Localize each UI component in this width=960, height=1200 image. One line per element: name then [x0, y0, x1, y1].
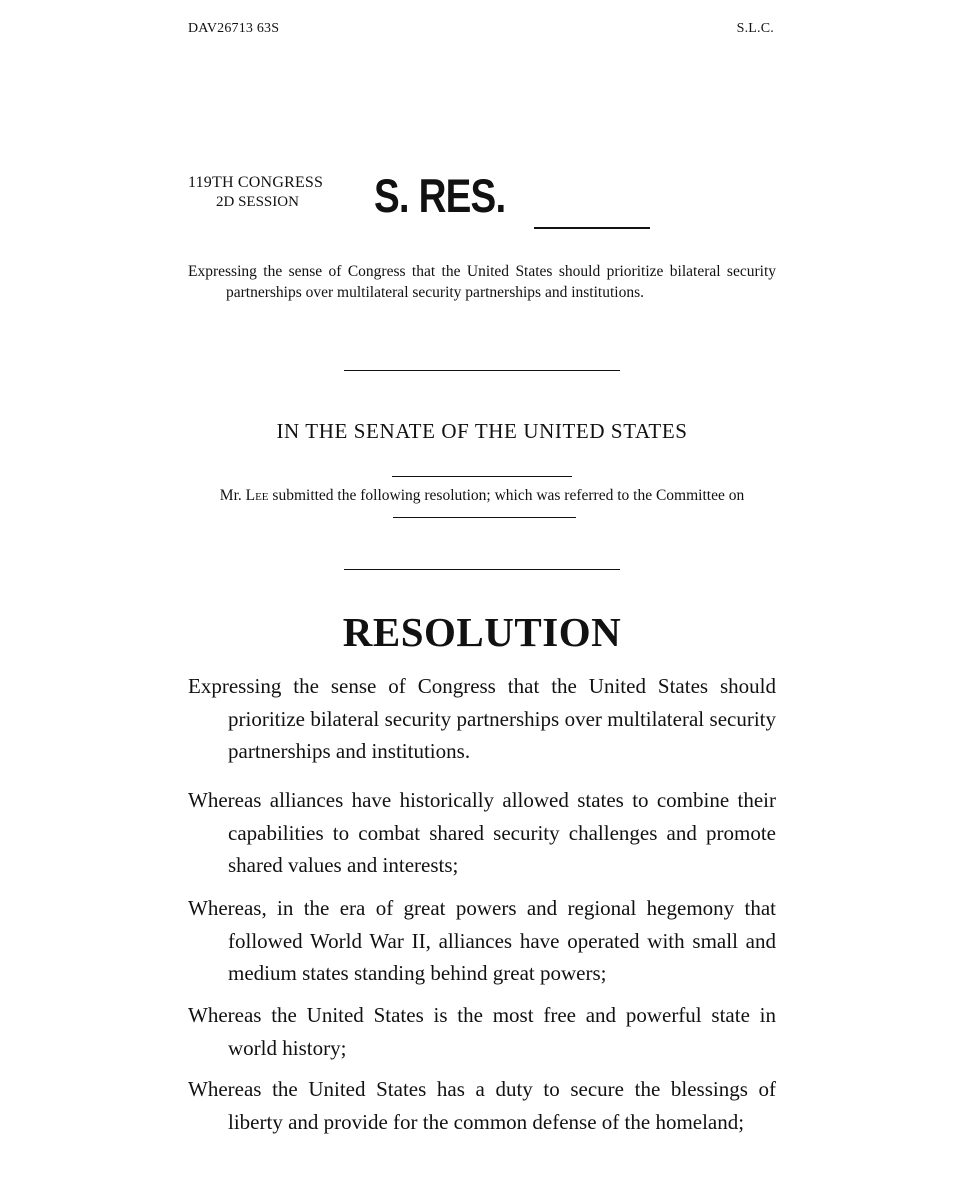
sponsor-statement — [188, 485, 776, 529]
short-summary: Expressing the sense of Congress that the United States should prioritize bilateral security partnerships over multilateral security partnerships and institutions. — [188, 263, 776, 301]
measure-number-blank — [534, 227, 650, 229]
chamber-heading: IN THE SENATE OF THE UNITED STATES — [276, 419, 688, 443]
divider-rule — [344, 569, 620, 570]
session-number: 2D SESSION — [216, 194, 299, 210]
congress-number: 119TH CONGRESS — [188, 174, 324, 191]
sponsor-title: Mr. — [219, 487, 242, 504]
whereas-clause: Whereas alliances have historically allowed states to combine their capabilities to combat shared security challenges and promote shared values and interests; — [188, 788, 776, 877]
whereas-clause: Whereas the United States is the most free and powerful state in world history; — [188, 1003, 776, 1060]
measure-designation: S. RES. — [374, 169, 506, 222]
document-id: DAV26713 63S — [188, 21, 280, 36]
divider-rule — [344, 370, 620, 371]
purpose-clause: Expressing the sense of Congress that the United States should prioritize bilateral security partnerships over multilateral security partnerships and institutions. — [188, 674, 776, 763]
divider-rule-short — [392, 476, 572, 477]
resolution-title: RESOLUTION — [342, 609, 622, 655]
whereas-clause: Whereas the United States has a duty to secure the blessings of liberty and provide for the common defense of the homeland; — [188, 1077, 776, 1134]
sponsor-name: Lee — [245, 487, 269, 504]
committee-blank — [393, 517, 576, 518]
whereas-clause: Whereas, in the era of great powers and regional hegemony that followed World War II, alliances have operated with small and medium states standing behind great powers; — [188, 896, 776, 985]
sponsor-action: submitted the following resolution; which was referred to the Committee on — [272, 487, 745, 504]
office-code: S.L.C. — [736, 21, 774, 36]
